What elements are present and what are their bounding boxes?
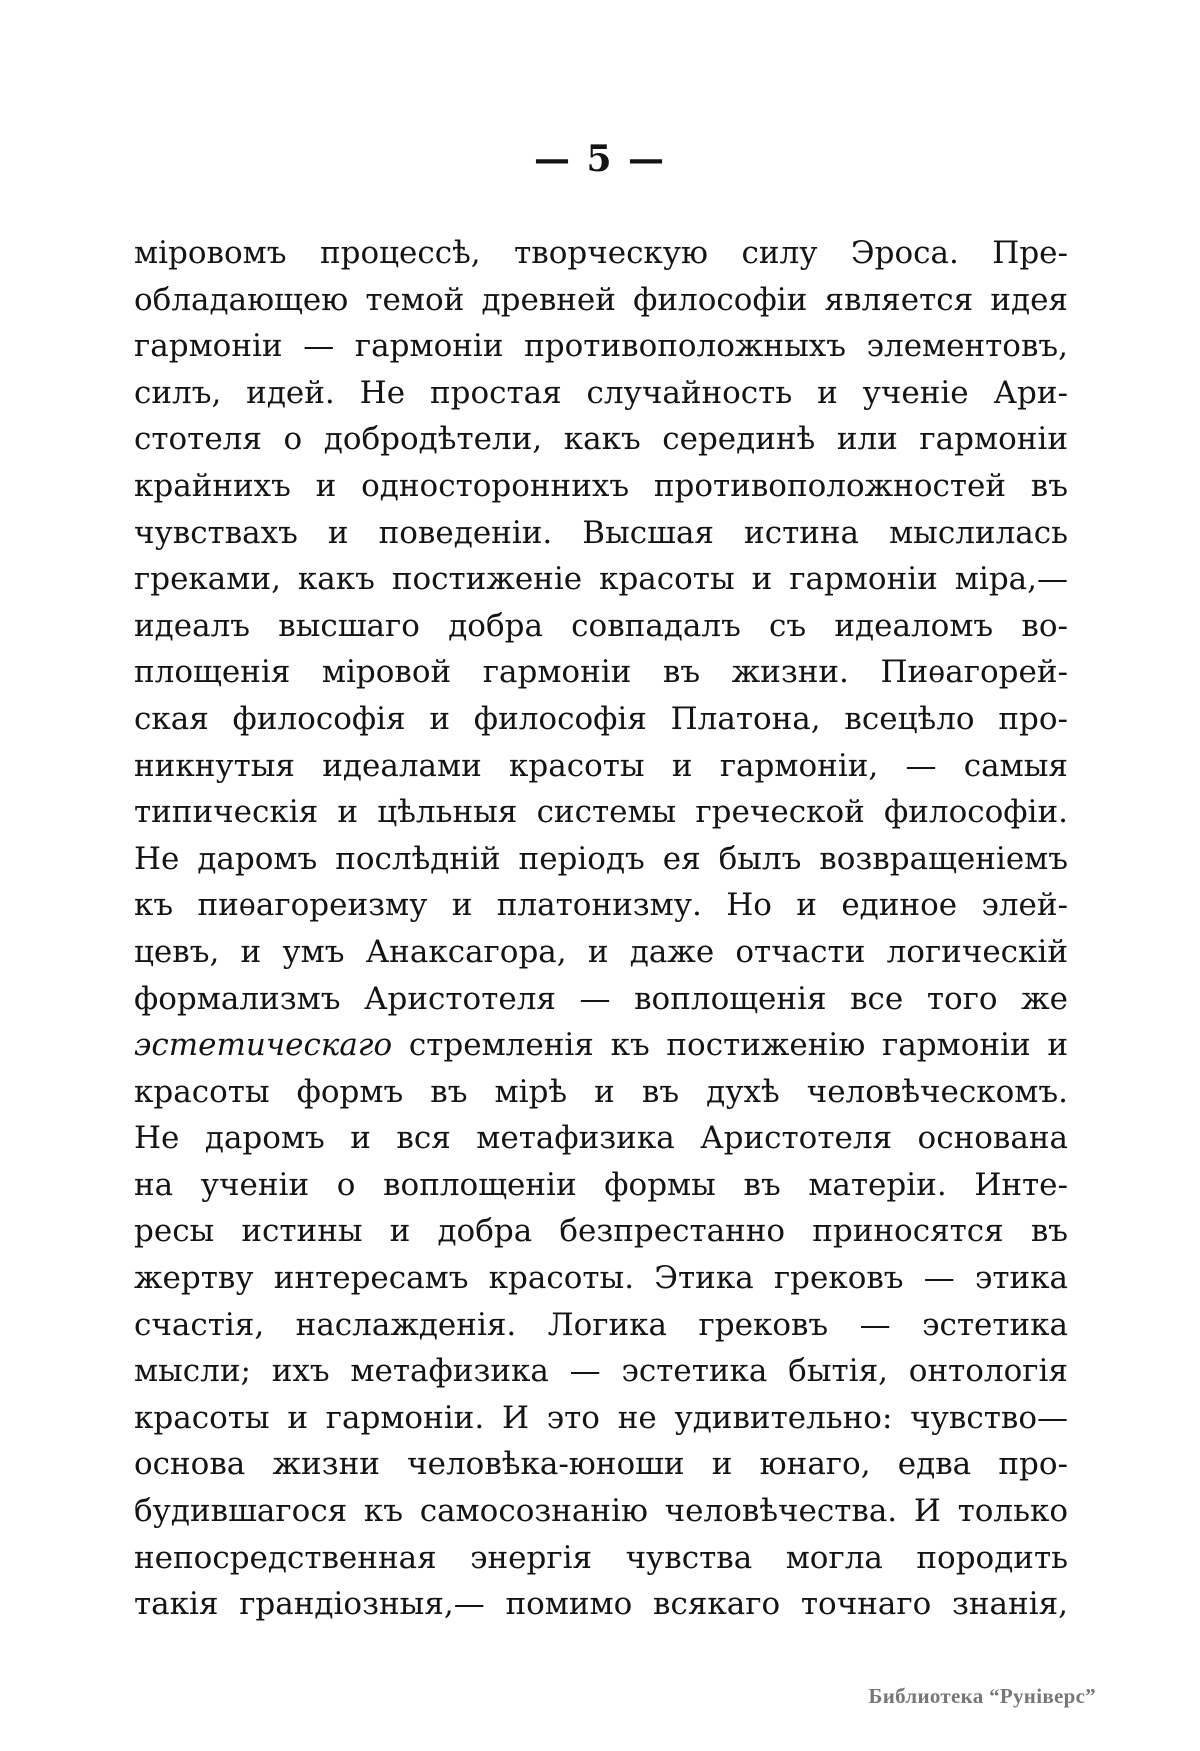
text-line: силъ, идей. Не простая случайность и ученіе Ари- bbox=[134, 374, 1068, 411]
text-line: красоты и гармоніи. И это не удивительно: чувство— bbox=[134, 1399, 1068, 1436]
text-segment: стремленія къ постиженію гармоніи и bbox=[392, 1027, 1068, 1064]
text-line: крайнихъ и одностороннихъ противоположностей въ bbox=[134, 467, 1068, 504]
text-line: основа жизни человѣка-юноши и юнаго, едва про- bbox=[134, 1446, 1068, 1483]
body-text bbox=[134, 230, 1068, 1628]
text-line: такія грандіозныя,— помимо всякаго точнаго знанія, bbox=[134, 1586, 1068, 1623]
italic-term: эстетическаго bbox=[134, 1027, 393, 1064]
text-line: цевъ, и умъ Анаксагора, и даже отчасти логическій bbox=[134, 933, 1068, 970]
text-line: будившагося къ самосознанію человѣчества. И только bbox=[134, 1493, 1068, 1530]
text-line: Не даромъ послѣдній періодъ ея былъ возвращеніемъ bbox=[134, 840, 1068, 877]
text-line: типическія и цѣльныя системы греческой философіи. bbox=[134, 794, 1068, 831]
library-watermark: Библиотека “Рунiверс” bbox=[868, 1684, 1096, 1708]
text-line: ресы истины и добра безпрестанно приносятся въ bbox=[134, 1213, 1068, 1250]
text-line: красоты формъ въ мірѣ и въ духѣ человѣческомъ. bbox=[134, 1073, 1068, 1110]
text-line: идеалъ высшаго добра совпадалъ съ идеаломъ во- bbox=[134, 607, 1068, 644]
text-line-mixed bbox=[134, 1022, 1068, 1069]
text-line: ская философія и философія Платона, всецѣло про- bbox=[134, 700, 1068, 737]
text-line: греками, какъ постиженіе красоты и гармоніи міра,— bbox=[134, 561, 1068, 598]
text-line: никнутыя идеалами красоты и гармоніи, — самыя bbox=[134, 747, 1068, 784]
text-line: обладающею темой древней философіи является идея bbox=[134, 281, 1068, 318]
text-line: на ученіи о воплощеніи формы въ матеріи. Инте- bbox=[134, 1166, 1068, 1203]
text-line: стотеля о добродѣтели, какъ серединѣ или гармоніи bbox=[134, 421, 1068, 458]
text-line: жертву интересамъ красоты. Этика грековъ — этика bbox=[134, 1260, 1068, 1297]
page-number: — 5 — bbox=[533, 138, 667, 180]
text-line: къ пиѳагореизму и платонизму. Но и единое элей- bbox=[134, 887, 1068, 924]
text-line: непосредственная энергія чувства могла породить bbox=[134, 1539, 1068, 1576]
text-line: счастія, наслажденія. Логика грековъ — эстетика bbox=[134, 1306, 1068, 1343]
text-line: мысли; ихъ метафизика — эстетика бытія, онтологія bbox=[134, 1353, 1068, 1390]
text-line: площенія міровой гармоніи въ жизни. Пиѳагорей- bbox=[134, 654, 1068, 691]
text-line: Не даромъ и вся метафизика Аристотеля основана bbox=[134, 1120, 1068, 1157]
text-line: гармоніи — гармоніи противоположныхъ элементовъ, bbox=[134, 328, 1068, 365]
text-line: міровомъ процессѣ, творческую силу Эроса. Пре- bbox=[134, 235, 1068, 271]
text-line: чувствахъ и поведеніи. Высшая истина мыслилась bbox=[134, 514, 1068, 551]
text-line: формализмъ Аристотеля — воплощенія все того же bbox=[134, 980, 1068, 1017]
